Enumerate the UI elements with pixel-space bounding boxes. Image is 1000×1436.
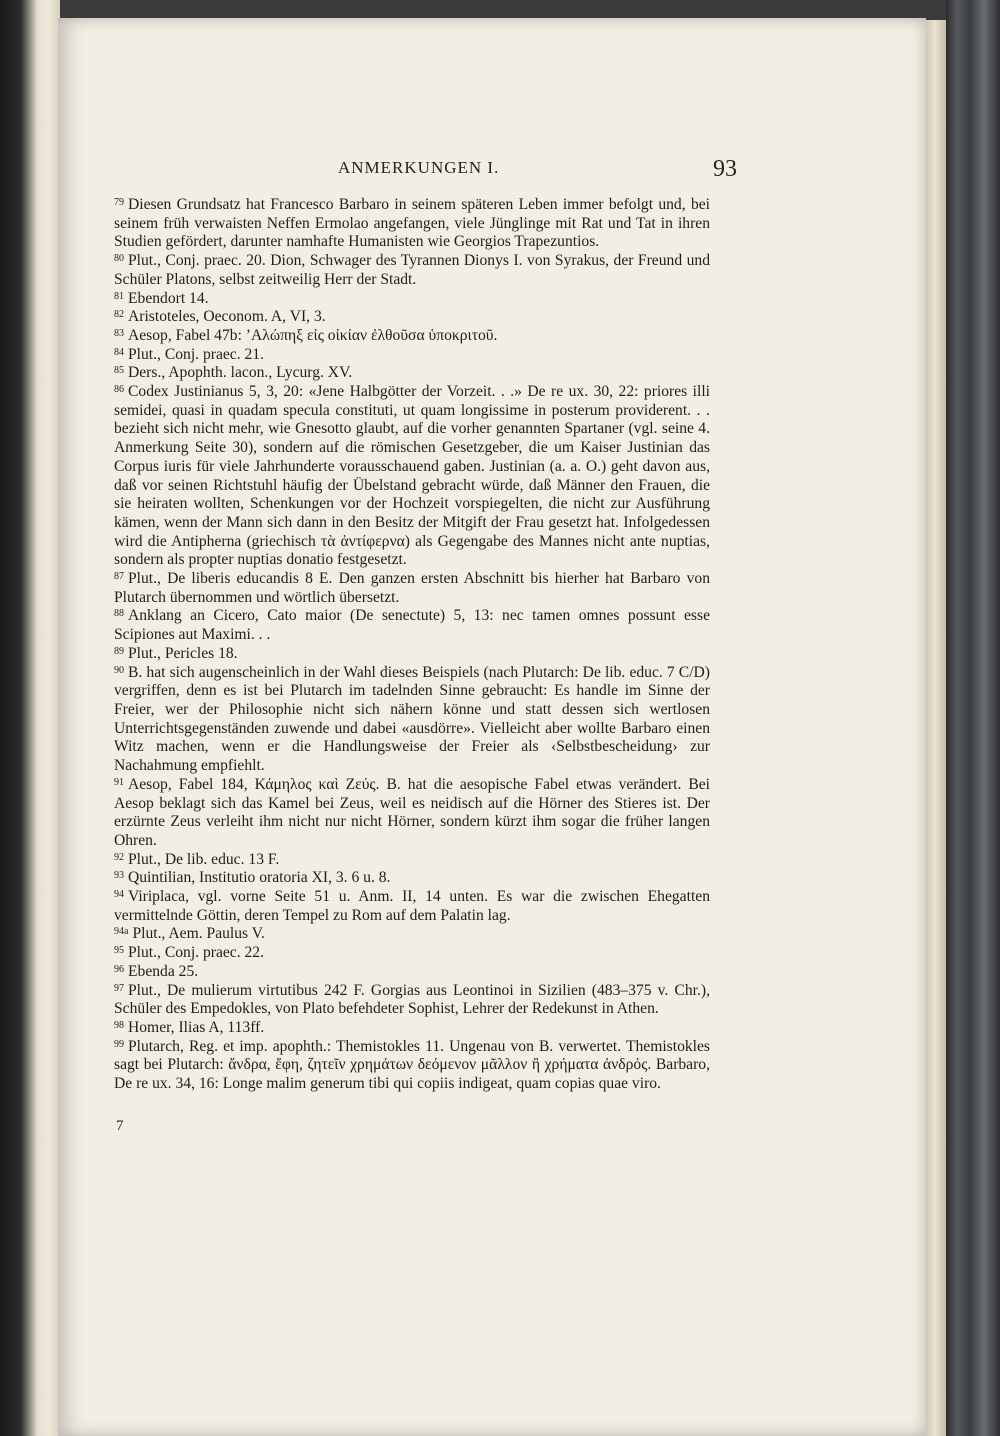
note-text: Aesop, Fabel 184, Κάμηλος καὶ Ζεύς. B. hat die aesopische Fabel etwas verändert. Bei Aesop beklagt sich das Kamel bei Zeus, weil es neidisch auf die Hörner des Stieres ist. Der erzürnte Zeus verleiht ihm nicht nur nicht Hörner, sondern kürzt ihm sogar die früher langen Ohren. — [114, 775, 710, 849]
endnote — [114, 869, 710, 888]
endnote — [114, 925, 710, 944]
note-text: Plut., Aem. Paulus V. — [132, 925, 265, 943]
note-text: B. hat sich augenscheinlich in der Wahl dieses Beispiels (nach Plutarch: De lib. educ. 7 C/D) vergriffen, denn es ist bei Plutarch im tadelnden Sinne gebraucht: Es handle im Sinne der Freier, wer der Philosophie nicht sich nähern könne und statt dessen sich wertlosen Unterrichtsgegenständen zuwende und dabei «ausdörre». Vielleicht aber wollte Barbaro einen Witz machen, wenn er die Handlungsweise der Freier als ‹Selbstbescheidung› zur Nachahmung empfiehlt. — [114, 663, 710, 775]
note-number: 88 — [114, 608, 124, 620]
note-number: 84 — [114, 346, 124, 358]
note-number: 97 — [114, 982, 124, 994]
note-text: Ebenda 25. — [128, 962, 199, 980]
note-number: 94a — [114, 926, 129, 938]
note-number: 93 — [114, 870, 124, 882]
note-text: Aristoteles, Oeconom. A, VI, 3. — [128, 308, 326, 326]
endnote — [114, 252, 710, 289]
note-number: 98 — [114, 1019, 124, 1031]
page-block-edge — [926, 20, 948, 1436]
note-number: 79 — [114, 197, 124, 208]
note-text: Plut., Conj. praec. 21. — [128, 345, 264, 363]
note-number: 85 — [114, 365, 124, 377]
note-number: 94 — [114, 889, 124, 901]
note-number: 83 — [114, 327, 124, 339]
page-number: 93 — [713, 156, 737, 182]
endnote — [114, 982, 710, 1019]
endnote — [114, 944, 710, 963]
endnote — [114, 664, 710, 776]
endnote — [114, 327, 710, 346]
note-text: Diesen Grundsatz hat Francesco Barbaro in seinem späteren Leben immer befolgt und, bei seinem früh verwaisten Neffen Ermolao angefangen, viele Jünglinge mit Rat und Tat in ihren Studien gefördert, darunter namhafte Humanisten wie Georgios Trapezuntios. — [114, 196, 710, 251]
note-number: 81 — [114, 290, 124, 302]
note-text: Plut., Conj. praec. 20. Dion, Schwager des Tyrannen Dionys I. von Syrakus, der Freund und Schüler Platons, selbst zeitweilig Herr der Stadt. — [114, 252, 710, 288]
endnote — [114, 1094, 710, 1113]
endnote — [114, 888, 710, 925]
endnote — [114, 851, 710, 870]
note-number: 99 — [114, 1038, 124, 1050]
endnote — [114, 1019, 710, 1038]
note-number: 95 — [114, 945, 124, 957]
note-number: 87 — [114, 571, 124, 583]
note-text: Plut., Conj. praec. 22. — [128, 944, 264, 962]
endnote — [114, 346, 710, 365]
note-number: 91 — [114, 776, 124, 788]
note-number: 96 — [114, 963, 124, 975]
note-number: 90 — [114, 664, 124, 676]
endnotes — [114, 196, 710, 1112]
endnote — [114, 308, 710, 327]
note-text: Plut., De liberis educandis 8 E. Den ganzen ersten Abschnitt bis hierher hat Barbaro von Plutarch übernommen und wörtlich übersetzt. — [114, 570, 710, 606]
book-spine — [946, 0, 1000, 1436]
note-text: Plut., Pericles 18. — [128, 644, 238, 662]
note-text: Plutarch, Reg. et imp. apophth.: Themistokles 11. Ungenau von B. verwertet. Themistokles sagt bei Plutarch: ἄνδρα, ἔφη, ζητεῖν χρημάτων δεόμενον μᾶλλον ἢ χρήματα ἀνδρός. Barbaro, De re ux. 34, 16: Longe malim generum tibi qui copiis indigeat, quam copias quae viro. — [114, 1037, 710, 1093]
note-number: 82 — [114, 309, 124, 321]
endnote — [114, 364, 710, 383]
note-text: Plut., De mulierum virtutibus 242 F. Gorgias aus Leontinoi in Sizilien (483–375 v. Chr.), Schüler des Empedokles, von Plato befehdeter Sophist, Lehrer der Redekunst in Athen. — [114, 981, 710, 1018]
note-text: Quintilian, Institutio oratoria XI, 3. 6 u. 8. — [128, 869, 391, 887]
endnote — [114, 290, 710, 309]
note-text: Aesop, Fabel 47b: ’Αλώπηξ εἰς οἰκίαν ἐλθοῦσα ὑποκριτοῦ. — [128, 326, 498, 344]
note-text: Ebendort 14. — [128, 289, 209, 307]
endnote — [114, 963, 710, 982]
note-text: Homer, Ilias A, 113ff. — [128, 1018, 265, 1036]
note-text: Plut., De lib. educ. 13 F. — [128, 850, 280, 868]
note-number: 80 — [114, 253, 124, 265]
note-text: Codex Justinianus 5, 3, 20: «Jene Halbgötter der Vorzeit. . .» De re ux. 30, 22: priores illi semidei, quasi in quadam specula constituti, ut quam longissime in posterum providerent. . . bezieht sich nicht mehr, wie Gnesotto glaubt, auf die vorher genannten Spartaner (vgl. seine 4. Anmerkung Seite 30), sondern auf die römischen Gesetzgeber, die um Kaiser Justinian das Corpus iuris für viele Jahrhunderte vorausschauend gaben. Justinian (a. a. O.) geht davon aus, daß vor seinen Richtstuhl häufig der Übelstand gebracht würde, daß Männer den Frauen, die sie heiraten wollten, Schenkungen vor der Hochzeit vorspiegelten, die nicht zur Ausführung kämen, wenn der Mann sich dann in den Besitz der Mitgift der Frau gesetzt hat. Infolgedessen wird die Antipherna (griechisch τὰ ἀντίφερνα) als Gegengabe des Mannes nicht ante nuptias, sondern als propter nuptias donatio festgesetzt. — [114, 383, 710, 569]
note-number: 86 — [114, 384, 124, 396]
endnote — [114, 1038, 710, 1094]
note-number: 89 — [114, 645, 124, 657]
running-header — [58, 152, 926, 192]
endnote — [114, 645, 710, 664]
endnote — [114, 383, 710, 570]
endnote — [114, 607, 710, 644]
endnote — [114, 776, 710, 851]
endnote — [114, 570, 710, 607]
note-text: Anklang an Cicero, Cato maior (De senectute) 5, 13: nec tamen omnes possunt esse Scipiones aut Maximi. . . — [114, 607, 710, 644]
note-number: 92 — [114, 851, 124, 863]
endnote — [114, 196, 710, 252]
note-text: Ders., Apophth. lacon., Lycurg. XV. — [128, 364, 353, 382]
running-title: ANMERKUNGEN I. — [338, 158, 500, 177]
note-text: Viriplaca, vgl. vorne Seite 51 u. Anm. II, 14 unten. Es war die zwischen Ehegatten vermittelnde Göttin, deren Tempel zu Rom auf dem Palatin lag. — [114, 888, 710, 924]
signature-mark: 7 — [116, 1118, 124, 1134]
facing-page-edge — [0, 0, 60, 1436]
